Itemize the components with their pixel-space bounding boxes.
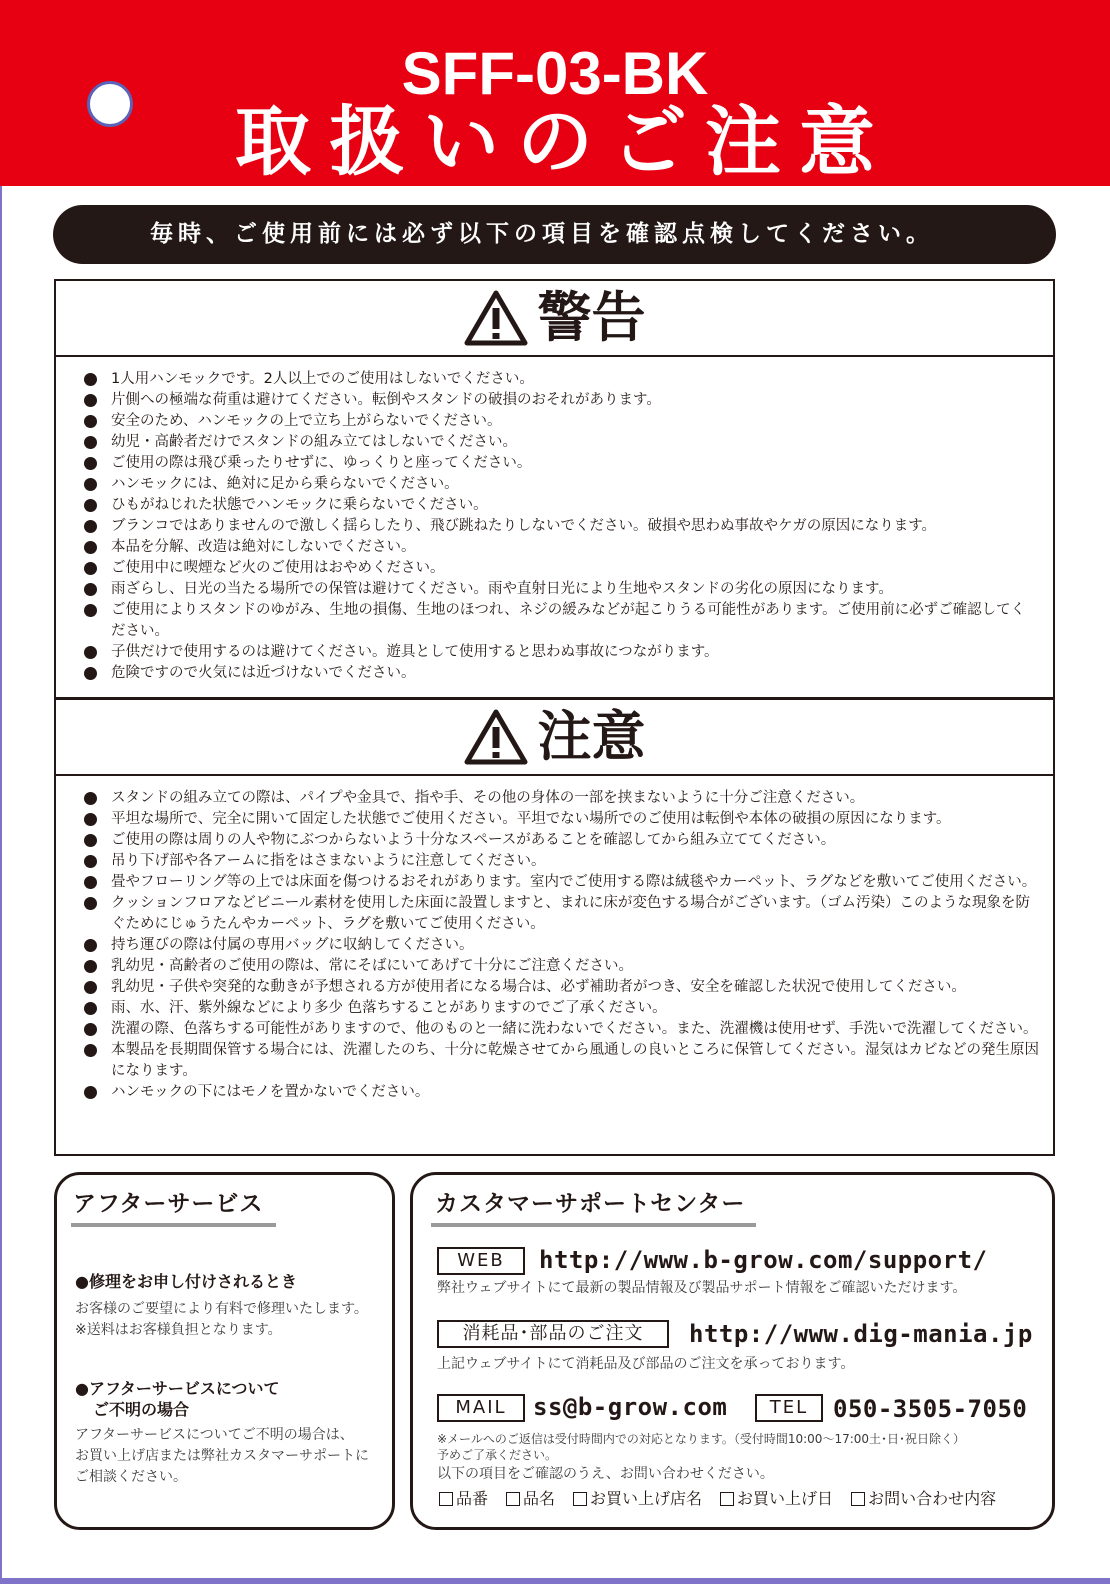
warning-item: ひもがねじれた状態でハンモックに乗らないでください。 xyxy=(56,495,1053,516)
page-edge-left xyxy=(0,0,2,1584)
warning-section xyxy=(54,279,1055,699)
checklist-label: お買い上げ店名 xyxy=(590,1489,703,1508)
header-banner xyxy=(0,0,1110,186)
warning-item: 雨ざらし、日光の当たる場所での保管は避けてください。雨や直射日光により生地やスタンドの劣化の原因になります。 xyxy=(56,579,1053,600)
warning-item: ご使用中に喫煙など火のご使用はおやめください。 xyxy=(56,558,1053,579)
checklist-label: 品番 xyxy=(456,1489,489,1508)
checklist-item xyxy=(439,1488,488,1510)
caution-item: ハンモックの下にはモノを置かないでください。 xyxy=(56,1082,1053,1103)
warning-title: 警告 xyxy=(537,286,646,349)
checkbox-square-icon xyxy=(573,1492,587,1506)
warning-item: 1人用ハンモックです。2人以上でのご使用はしないでください。 xyxy=(56,369,1053,390)
customer-support-panel xyxy=(410,1172,1055,1530)
mail-label: MAIL xyxy=(437,1394,525,1422)
mail-note-2: 予めご了承ください。 xyxy=(437,1448,558,1462)
caution-item: 吊り下げ部や各アームに指をはさまないように注意してください。 xyxy=(56,851,1053,872)
title-underline xyxy=(431,1223,756,1227)
caution-item: スタンドの組み立ての際は、パイプや金具で、指や手、その他の身体の一部を挟まないように十分ご注意ください。 xyxy=(56,788,1053,809)
model-number: SFF-03-BK xyxy=(401,40,709,107)
tel-label: TEL xyxy=(755,1394,823,1422)
checkbox-square-icon xyxy=(439,1492,453,1506)
checklist-label: 品名 xyxy=(523,1489,556,1508)
checklist-item xyxy=(573,1488,702,1510)
mail-address-link[interactable]: ss@b-grow.com xyxy=(533,1393,728,1421)
checklist-item xyxy=(506,1488,555,1510)
about-text-2: お買い上げ店または弊社カスタマーサポートに xyxy=(75,1448,369,1464)
page-title: 取扱いのご注意 xyxy=(235,97,893,186)
checklist-item xyxy=(851,1488,996,1510)
repair-note: ※送料はお客様負担となります。 xyxy=(75,1322,282,1338)
parts-note: 上記ウェブサイトにて消耗品及び部品のご注文を承っております。 xyxy=(437,1356,855,1372)
caution-item: 洗濯の際、色落ちする可能性がありますので、他のものと一緒に洗わないでください。また、洗濯機は使用せず、手洗いで洗濯してください。 xyxy=(56,1019,1053,1040)
about-text-3: ご相談ください。 xyxy=(75,1469,187,1485)
repair-heading: ●修理をお申し付けされるとき xyxy=(75,1272,297,1291)
warning-triangle-icon xyxy=(464,709,528,765)
about-text-1: アフターサービスについてご不明の場合は、 xyxy=(75,1427,354,1443)
warning-triangle-icon xyxy=(464,290,528,346)
caution-list xyxy=(56,776,1053,1103)
warning-item: 本品を分解、改造は絶対にしないでください。 xyxy=(56,537,1053,558)
web-url-link[interactable]: http://www.b-grow.com/support/ xyxy=(539,1246,988,1274)
mail-note-1: ※メールへのご返信は受付時間内での対応となります。（受付時間10:00～17:00土･日･祝日除く） xyxy=(437,1432,966,1446)
checkbox-square-icon xyxy=(720,1492,734,1506)
inquiry-checklist xyxy=(439,1488,996,1510)
caution-item: 乳幼児・高齢者のご使用の際は、常にそばにいてあげて十分にご注意ください。 xyxy=(56,956,1053,977)
support-title: カスタマーサポートセンター xyxy=(435,1191,746,1217)
after-service-panel xyxy=(54,1172,395,1530)
caution-item: 雨、水、汗、紫外線などにより多少 色落ちすることがありますのでご了承ください。 xyxy=(56,998,1053,1019)
warning-item: 安全のため、ハンモックの上で立ち上がらないでください。 xyxy=(56,411,1053,432)
caution-item: ご使用の際は周りの人や物にぶつからないよう十分なスペースがあることを確認してから組み立ててください。 xyxy=(56,830,1053,851)
checkbox-square-icon xyxy=(506,1492,520,1506)
checklist-label: お買い上げ日 xyxy=(737,1489,834,1508)
warning-header xyxy=(56,281,1053,357)
tel-number[interactable]: 050-3505-7050 xyxy=(833,1395,1028,1423)
caution-item: 乳幼児・子供や突発的な動きが予想される方が使用者になる場合は、必ず補助者がつき、安全を確認した状況で使用してください。 xyxy=(56,977,1053,998)
parts-order-label: 消耗品･部品のご注文 xyxy=(437,1320,669,1348)
checkbox-square-icon xyxy=(851,1492,865,1506)
title-underline xyxy=(71,1223,276,1227)
page-edge-bottom xyxy=(0,1578,1110,1584)
warning-item: 片側への極端な荷重は避けてください。転倒やスタンドの破損のおそれがあります。 xyxy=(56,390,1053,411)
warning-item: ハンモックには、絶対に足から乗らないでください。 xyxy=(56,474,1053,495)
checklist-label: お問い合わせ内容 xyxy=(868,1489,997,1508)
repair-text: お客様のご要望により有料で修理いたします。 xyxy=(75,1301,368,1317)
caution-header xyxy=(56,700,1053,776)
after-service-title: アフターサービス xyxy=(73,1191,264,1217)
warning-list xyxy=(56,357,1053,684)
warning-item: ご使用によりスタンドのゆがみ、生地の損傷、生地のほつれ、ネジの緩みなどが起こりうる可能性があります。ご使用前に必ずご確認してください。 xyxy=(56,600,1053,642)
about-subheading: ご不明の場合 xyxy=(93,1400,190,1419)
caution-item: 畳やフローリング等の上では床面を傷つけるおそれがあります。室内でご使用する際は絨毯やカーペット、ラグなどを敷いてご使用ください。 xyxy=(56,872,1053,893)
caution-section xyxy=(54,698,1055,1156)
warning-item: ご使用の際は飛び乗ったりせずに、ゆっくりと座ってください。 xyxy=(56,453,1053,474)
web-note: 弊社ウェブサイトにて最新の製品情報及び製品サポート情報をご確認いただけます。 xyxy=(437,1280,967,1296)
warning-item: 子供だけで使用するのは避けてください。遊具として使用すると思わぬ事故につながります。 xyxy=(56,642,1053,663)
caution-item: 本製品を長期間保管する場合には、洗濯したのち、十分に乾燥させてから風通しの良いところに保管してください。湿気はカビなどの発生原因になります。 xyxy=(56,1040,1053,1082)
notice-banner: 毎時、ご使用前には必ず以下の項目を確認点検してください。 xyxy=(53,205,1056,264)
warning-item: ブランコではありませんので激しく揺らしたり、飛び跳ねたりしないでください。破損や思わぬ事故やケガの原因になります。 xyxy=(56,516,1053,537)
warning-item: 幼児・高齢者だけでスタンドの組み立てはしないでください。 xyxy=(56,432,1053,453)
parts-url-link[interactable]: http://www.dig-mania.jp xyxy=(689,1320,1033,1348)
about-heading: ●アフターサービスについて xyxy=(75,1379,280,1398)
warning-item: 危険ですので火気には近づけないでください。 xyxy=(56,663,1053,684)
caution-title: 注意 xyxy=(537,705,646,768)
caution-item: 持ち運びの際は付属の専用バッグに収納してください。 xyxy=(56,935,1053,956)
checklist-item xyxy=(720,1488,833,1510)
caution-item: 平坦な場所で、完全に開いて固定した状態でご使用ください。平坦でない場所でのご使用は転倒や本体の破損の原因になります。 xyxy=(56,809,1053,830)
caution-item: クッションフロアなどビニール素材を使用した床面に設置しますと、まれに床が変色する場合がございます。（ゴム汚染）このような現象を防ぐためにじゅうたんやカーペット、ラグを敷いてご使用ください。 xyxy=(56,893,1053,935)
web-label: WEB xyxy=(437,1247,525,1275)
confirm-note: 以下の項目をご確認のうえ、お問い合わせください。 xyxy=(437,1466,774,1482)
